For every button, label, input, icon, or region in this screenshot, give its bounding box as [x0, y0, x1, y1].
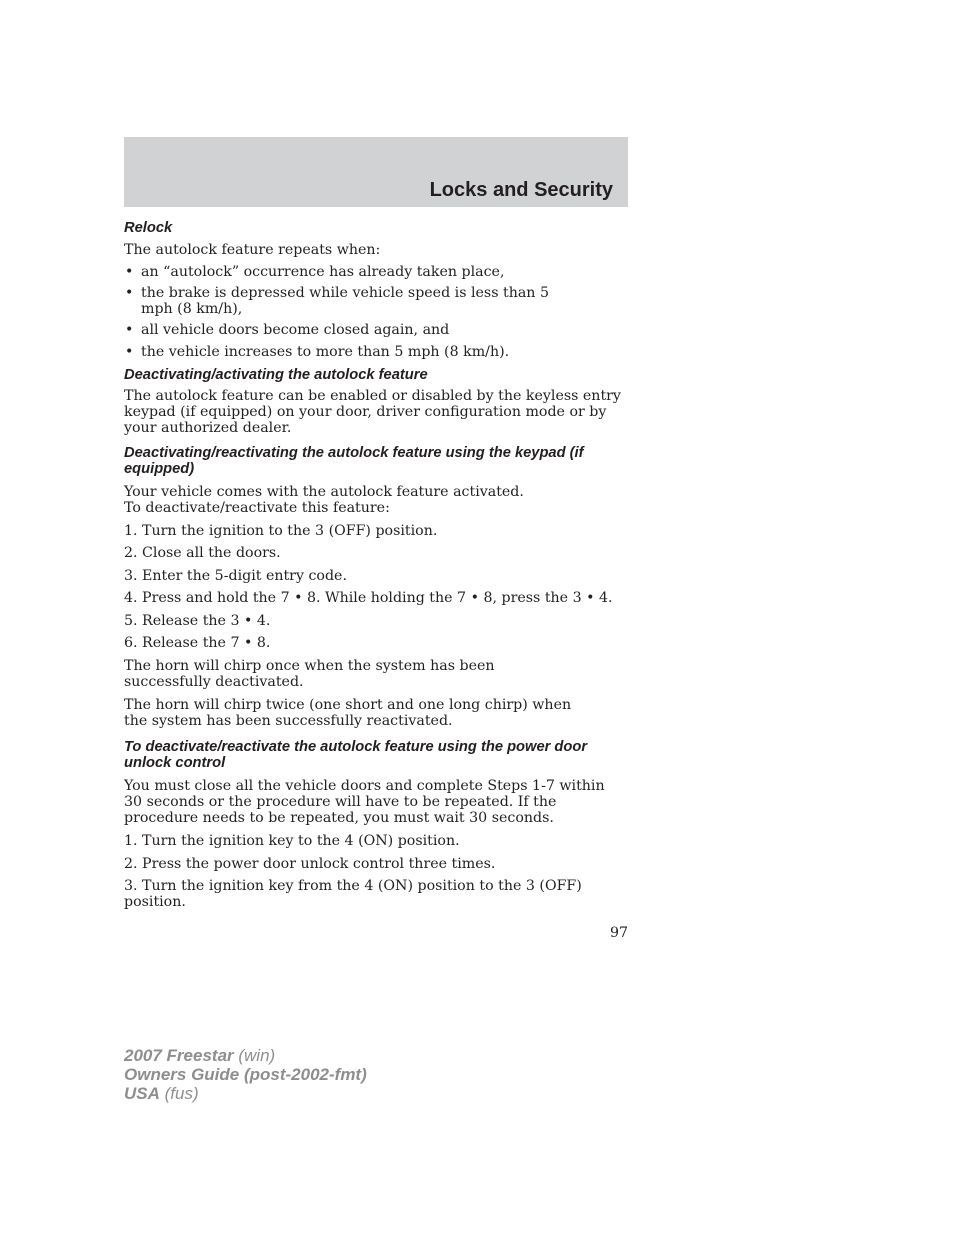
list-item: • the brake is depressed while vehicle speed is less than 5 mph (8 km/h), — [125, 285, 549, 317]
powerdoor-heading: To deactivate/reactivate the autolock feature using the power door unlock control — [124, 739, 588, 771]
relock-intro: The autolock feature repeats when: — [124, 242, 381, 258]
section-title: Locks and Security — [429, 179, 613, 201]
keypad-step: 5. Release the 3 • 4. — [124, 613, 271, 629]
keypad-step: 3. Enter the 5-digit entry code. — [124, 568, 347, 584]
powerdoor-step: 2. Press the power door unlock control three times. — [124, 856, 496, 872]
keypad-step: 4. Press and hold the 7 • 8. While holding the 7 • 8, press the 3 • 4. — [124, 590, 613, 606]
document-footer — [124, 1046, 367, 1103]
keypad-heading: Deactivating/reactivating the autolock feature using the keypad (if equipped) — [124, 445, 584, 477]
page-content — [124, 220, 628, 910]
powerdoor-step: 1. Turn the ignition key to the 4 (ON) position. — [124, 833, 460, 849]
relock-bullet-list — [124, 264, 628, 360]
section-header-band — [124, 137, 628, 207]
page-number: 97 — [609, 925, 628, 941]
list-item: • the vehicle increases to more than 5 mph (8 km/h). — [125, 344, 510, 360]
keypad-step: 1. Turn the ignition to the 3 (OFF) position. — [124, 523, 438, 539]
list-item: • an “autolock” occurrence has already taken place, — [125, 264, 505, 280]
powerdoor-intro: You must close all the vehicle doors and complete Steps 1-7 within 30 seconds or the procedure will have to be repeated. If the procedure needs to be repeated, you must wait 30 seconds. — [124, 778, 605, 826]
relock-heading: Relock — [124, 220, 173, 236]
footer-line-region: USA (fus) — [124, 1084, 199, 1103]
footer-line-guide: Owners Guide (post-2002-fmt) — [124, 1065, 367, 1084]
keypad-intro: Your vehicle comes with the autolock feature activated. To deactivate/reactivate this feature: — [124, 484, 524, 516]
footer-line-model: 2007 Freestar (win) — [124, 1046, 276, 1065]
keypad-step: 2. Close all the doors. — [124, 545, 281, 561]
list-item: • all vehicle doors become closed again, and — [125, 322, 450, 338]
deactivating-text: The autolock feature can be enabled or disabled by the keyless entry keypad (if equipped) on your door, driver configuration mode or by your authorized dealer. — [124, 388, 621, 436]
deactivating-heading: Deactivating/activating the autolock feature — [124, 367, 428, 383]
powerdoor-step: 3. Turn the ignition key from the 4 (ON) position to the 3 (OFF) position. — [124, 878, 582, 910]
keypad-note-deactivated: The horn will chirp once when the system has been successfully deactivated. — [124, 658, 495, 690]
keypad-note-reactivated: The horn will chirp twice (one short and one long chirp) when the system has been successfully reactivated. — [124, 697, 572, 729]
keypad-step: 6. Release the 7 • 8. — [124, 635, 271, 651]
